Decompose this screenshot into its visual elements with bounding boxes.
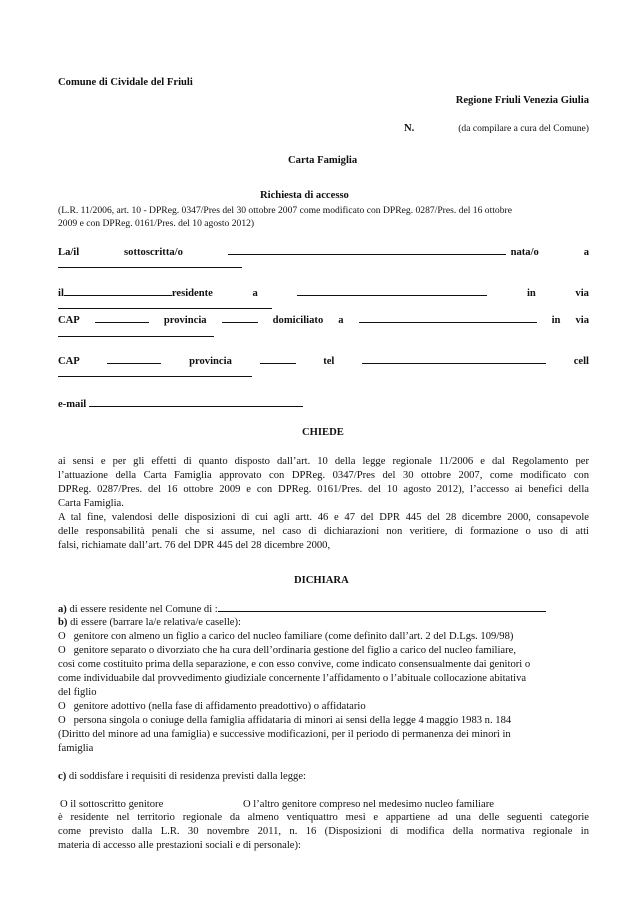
domicile-street-field[interactable]: [58, 327, 214, 342]
provincia2-field[interactable]: [260, 354, 296, 369]
chiede-heading: CHIEDE: [302, 427, 344, 438]
option-text-continued: come individuabile dal provvedimento giudiziale concernente l’affidamento o l’abituale collocazione abitativa: [58, 673, 527, 684]
chiede-p1-line: Carta Famiglia.: [58, 497, 124, 509]
domicile-in-label: in: [551, 315, 561, 326]
option-genitore-separato[interactable]: [58, 644, 516, 658]
provincia2-label: provincia: [189, 356, 232, 367]
chiede-p1-line: l’attuazione della Carta Famiglia approvato con DPReg. 0347/Pres del 30 ottobre 2007, come modificato con: [58, 469, 589, 481]
domicile-via-label: via: [575, 315, 589, 326]
domicile-a-label: a: [338, 315, 344, 326]
cell-field[interactable]: [58, 367, 252, 382]
document-subtitle: Richiesta di accesso: [260, 190, 349, 201]
protocol-number-label: N.: [404, 123, 415, 134]
domiciliato-label: domiciliato: [272, 315, 324, 326]
nata-label: nata/o: [510, 247, 539, 258]
residente-a-label: a: [252, 288, 258, 299]
birthplace-field[interactable]: [58, 258, 242, 273]
option-text-continued: del figlio: [58, 687, 97, 698]
section-a: [58, 602, 546, 617]
comune-name: Comune di Cividale del Friuli: [58, 77, 193, 88]
option-text-continued: (Diritto del minore ad una famiglia) e successive modificazioni, per il periodo di permanenza dei minori in: [58, 729, 511, 740]
tel-label: tel: [323, 356, 335, 367]
regione-name: Regione Friuli Venezia Giulia: [455, 95, 589, 106]
option-text: genitore con almeno un figlio a carico del nucleo familiare (come definito dall’art. 2 del D.Lgs. 109/98): [73, 631, 514, 642]
option-text: persona singola o coniuge della famiglia affidataria di minori ai sensi della legge 4 maggio 1983 n. 184: [73, 715, 512, 726]
email-field[interactable]: [89, 399, 303, 410]
option-text-continued: così come costituito prima della separazione, e con esso convive, come indicato consensualmente dai genitori o: [58, 659, 531, 670]
option-text: genitore separato o divorziato che ha cura dell’ordinaria gestione del figlio a carico del nucleo familiare,: [73, 645, 516, 656]
option-checkbox-icon[interactable]: O: [58, 715, 66, 726]
section-c-text: di soddisfare i requisiti di residenza previsti dalla legge:: [68, 771, 307, 782]
legal-reference-line-1: (L.R. 11/2006, art. 10 - DPReg. 0347/Pres del 30 ottobre 2007 come modificato con DPReg. 0287/Pres. del 16 ottobre: [58, 205, 512, 216]
domicile-row: [58, 313, 589, 328]
option-genitore[interactable]: [58, 630, 513, 644]
option-checkbox-icon[interactable]: O: [58, 701, 66, 712]
option-text: genitore adottivo (nella fase di affidamento preadottivo) o affidatario: [73, 701, 366, 712]
applicant-name-field[interactable]: [228, 245, 506, 260]
section-b: [58, 616, 241, 630]
section-a-label: a): [58, 604, 67, 615]
section-c-paragraph: [58, 811, 589, 853]
section-b-text: di essere (barrare la/e relativa/e caselle):: [70, 617, 241, 628]
chiede-p1-line: DPReg. 0287/Pres. del 16 ottobre 2009 e con DPReg. 0161/Pres. del 10 agosto 2012), l’accesso ai benefici della: [58, 483, 589, 495]
birthplace-a-label: a: [583, 247, 589, 258]
cell-label: cell: [573, 356, 589, 367]
section-c-line: è residente nel territorio regionale da almeno ventiquattro mesi e appartiene ad una delle seguenti categorie: [58, 812, 589, 823]
option-persona-singola[interactable]: [58, 714, 511, 728]
option-sottoscritto-genitore[interactable]: O il sottoscritto genitore: [60, 799, 164, 810]
option-genitore-adottivo[interactable]: [58, 700, 366, 714]
document-title: Carta Famiglia: [288, 155, 358, 166]
chiede-p2-line: A tal fine, valendosi delle disposizioni di cui agli artt. 46 e 47 del DPR 445 del 28 dicembre 2000, consapevole: [58, 511, 589, 523]
section-c-line: come previsto dalla L.R. 30 novembre 2011, n. 16 (Disposizioni di modifica della normativa regionale in: [58, 825, 589, 837]
dichiara-heading: DICHIARA: [294, 575, 349, 586]
option-text-continued: famiglia: [58, 743, 94, 754]
sottoscritta-label: sottoscritta/o: [124, 247, 183, 258]
chiede-p2-line: falsi, richiamate dall’art. 76 del DPR 445 del 28 dicembre 2000,: [58, 539, 331, 551]
residence-city-field[interactable]: [297, 286, 487, 301]
residente-label: residente: [171, 288, 213, 299]
section-c-label: c): [58, 771, 67, 782]
chiede-p1-line: ai sensi e per gli effetti di quanto disposto dall’art. 10 della legge regionale 11/2006 e dal Regolamento per: [58, 456, 589, 467]
protocol-number-note: (da compilare a cura del Comune): [458, 123, 589, 134]
option-checkbox-icon[interactable]: O: [58, 631, 66, 642]
provincia-label: provincia: [163, 315, 207, 326]
email-row: [58, 397, 303, 412]
cap2-label: CAP: [58, 356, 80, 367]
legal-reference-line-2: 2009 e con DPReg. 0161/Pres. del 10 agosto 2012): [58, 218, 255, 229]
residence-in-label: in: [526, 288, 536, 299]
il-label: il: [58, 288, 64, 299]
residence-via-label: via: [575, 288, 589, 299]
residence-comune-field[interactable]: [218, 604, 546, 615]
birthdate-field[interactable]: [64, 288, 172, 299]
chiede-paragraph-1: [58, 455, 589, 553]
provincia-field[interactable]: [222, 313, 258, 328]
domicile-city-field[interactable]: [359, 313, 537, 328]
section-c-line: materia di accesso alle prestazioni sociali e di personale):: [58, 839, 301, 851]
section-c: [58, 770, 306, 784]
cap-label: CAP: [58, 315, 80, 326]
residence-street-field[interactable]: [58, 299, 272, 314]
cap-field[interactable]: [95, 313, 149, 328]
option-altro-genitore[interactable]: O l’altro genitore compreso nel medesimo nucleo familiare: [243, 799, 494, 810]
option-checkbox-icon[interactable]: O: [58, 645, 66, 656]
section-b-label: b): [58, 617, 68, 628]
la-il-label: La/il: [58, 247, 80, 258]
email-label: e-mail: [58, 399, 87, 410]
tel-field[interactable]: [362, 354, 546, 369]
chiede-p2-line: delle responsabilità penali che si assume, nel caso di dichiarazioni non veritiere, di formazione o uso di atti: [58, 525, 589, 537]
section-a-text: di essere residente nel Comune di :: [69, 604, 218, 615]
